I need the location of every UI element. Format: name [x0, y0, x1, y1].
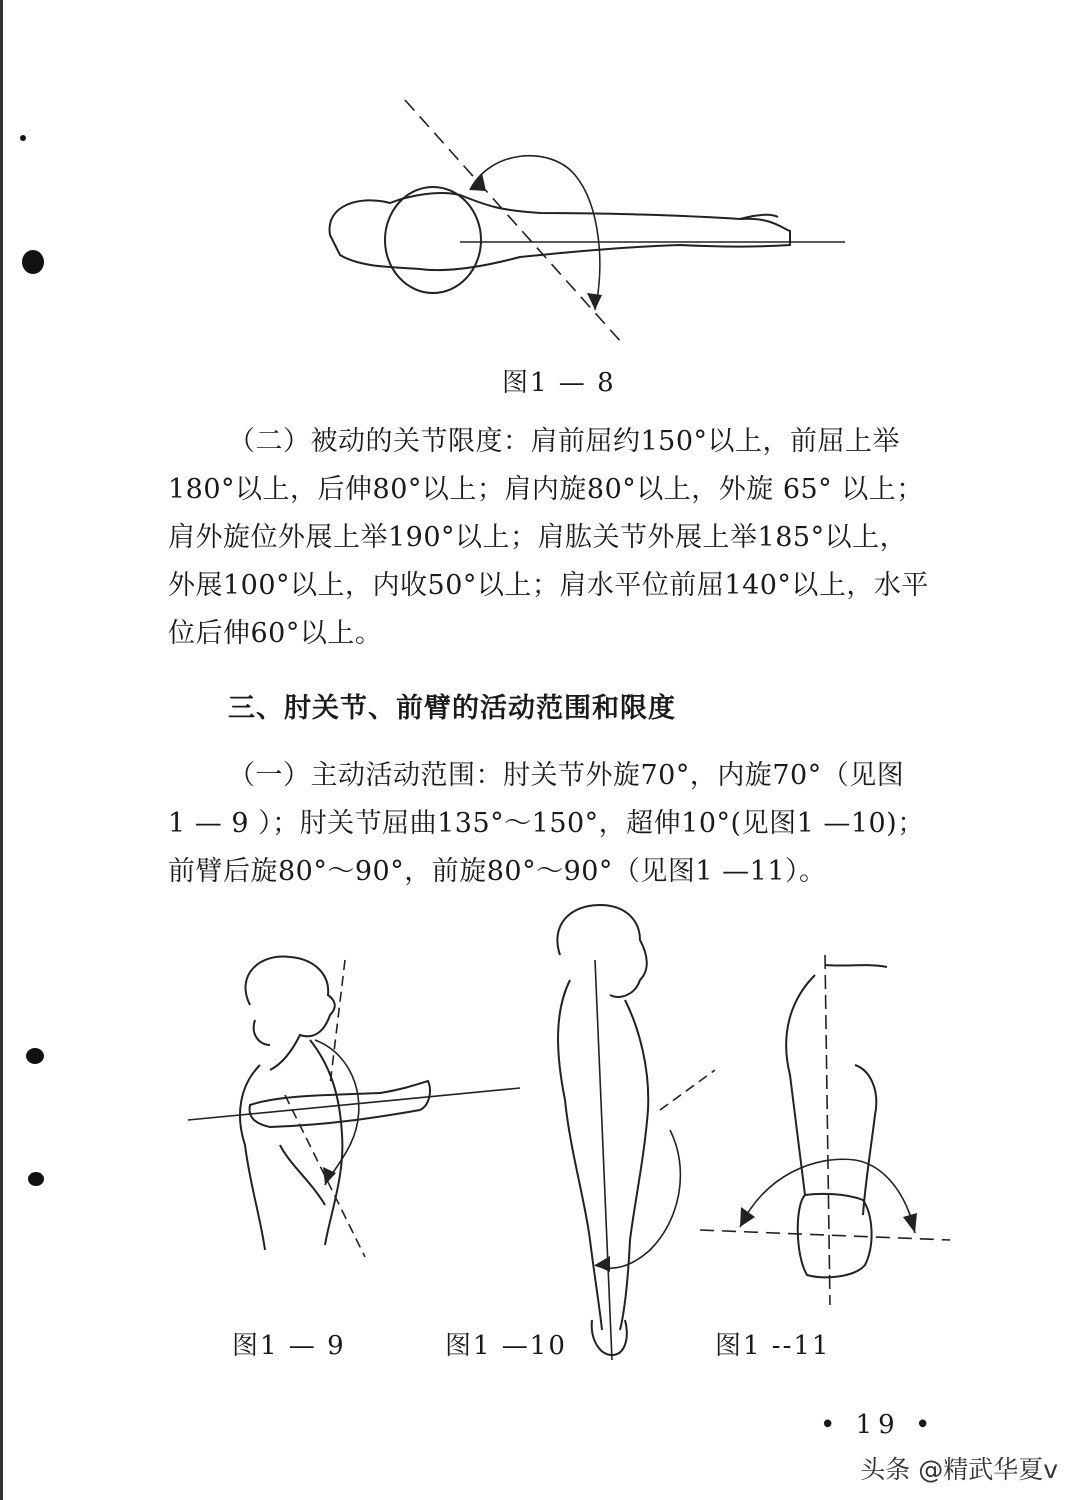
- figure-caption-1-8: 图1 — 8: [502, 368, 616, 398]
- watermark: 头条 @精武华夏v: [860, 1455, 1058, 1484]
- page-number: • 19 •: [820, 1410, 937, 1440]
- text-line: （二）被动的关节限度：肩前屈约150°以上，前屈上举: [228, 426, 901, 457]
- figure-1-11-illustration: [695, 955, 955, 1315]
- binder-hole: [28, 1172, 44, 1186]
- binder-hole: [20, 135, 26, 141]
- paragraph-passive-range: [168, 418, 968, 658]
- section-heading: 三、肘关节、前臂的活动范围和限度: [228, 693, 676, 724]
- text-line: 180°以上，后伸80°以上；肩内旋80°以上，外旋 65° 以上；: [168, 474, 924, 505]
- figure-1-9-illustration: [180, 945, 530, 1265]
- text-line: 前臂后旋80°～90°，前旋80°～90°（见图1 —11）。: [168, 856, 827, 887]
- binder-hole: [22, 250, 44, 274]
- paragraph-active-range: [168, 752, 968, 896]
- text-line: （一）主动活动范围：肘关节外旋70°，内旋70°（见图: [228, 760, 905, 791]
- figure-caption-1-10: 图1 —10: [445, 1331, 567, 1361]
- text-line: 外展100°以上，内收50°以上；肩水平位前屈140°以上，水平: [168, 570, 929, 601]
- binder-hole: [26, 1048, 44, 1064]
- figure-1-8-illustration: [300, 95, 860, 355]
- text-line: 位后伸60°以上。: [168, 618, 383, 649]
- figure-caption-1-11: 图1 --11: [715, 1331, 831, 1361]
- text-line: 1 — 9 ）；肘关节屈曲135°～150°，超伸10°(见图1 —10)；: [168, 808, 925, 839]
- figure-caption-1-9: 图1 — 9: [232, 1331, 346, 1361]
- text-line: 肩外旋位外展上举190°以上；肩肱关节外展上举185°以上，: [168, 522, 908, 553]
